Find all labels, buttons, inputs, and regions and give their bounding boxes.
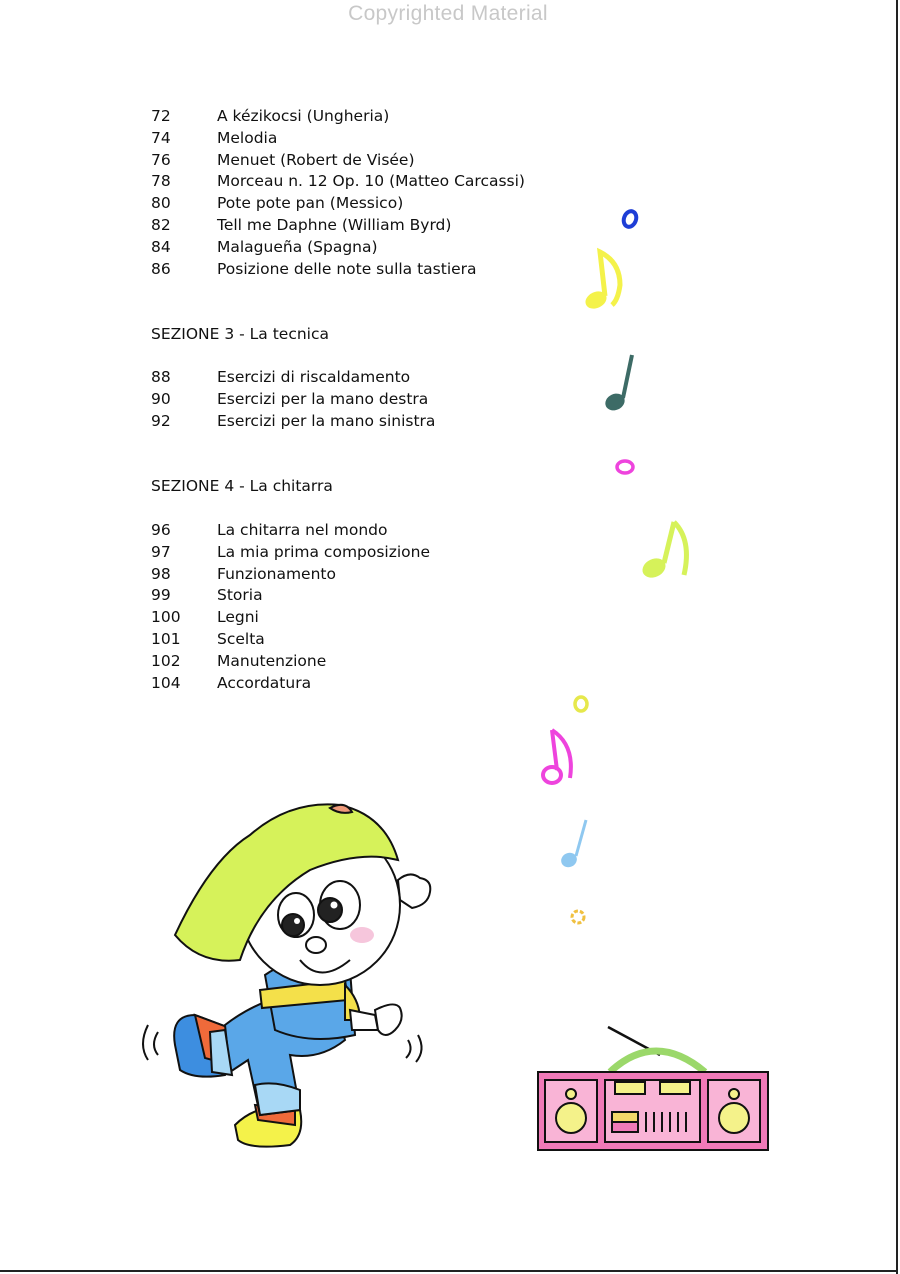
music-note-icon	[575, 697, 587, 711]
toc-entry-title: Scelta	[217, 629, 265, 648]
toc-page-number: 84	[151, 237, 171, 256]
toc-entry-title: La chitarra nel mondo	[217, 521, 388, 539]
dancing-child-illustration	[143, 804, 430, 1146]
toc-page-number: 101	[151, 629, 181, 648]
toc-page-number: 82	[151, 215, 171, 234]
toc-page-number: 80	[151, 194, 171, 213]
toc-entry-title: Tell me Daphne (William Byrd)	[217, 215, 452, 234]
toc-entry-title: Funzionamento	[217, 564, 336, 583]
toc-entry-title: Manutenzione	[217, 651, 327, 670]
toc-entry-title: Pote pote pan (Messico)	[217, 194, 404, 213]
toc-entry-title: Accordatura	[217, 673, 312, 692]
music-note-icon	[617, 461, 633, 473]
toc-page-number: 98	[151, 564, 171, 583]
toc-entry-title: Storia	[217, 586, 263, 605]
music-note-icon	[639, 522, 686, 581]
boombox-radio-illustration	[538, 1027, 768, 1150]
toc-page-number: 72	[151, 107, 171, 125]
toc-entry-title: Esercizi di riscaldamento	[217, 368, 411, 386]
toc-page-number: 78	[151, 172, 171, 191]
toc-page-number: 92	[151, 411, 171, 430]
music-note-icon	[603, 355, 632, 413]
toc-entry-title: Posizione delle note sulla tastiera	[217, 259, 477, 278]
music-note-icon	[622, 209, 639, 228]
toc-entry-title: Legni	[217, 608, 259, 627]
toc-page-number: 76	[151, 150, 171, 169]
toc-page-number: 102	[151, 651, 181, 670]
music-note-icon	[559, 820, 586, 870]
toc-entry-title: A kézikocsi (Ungheria)	[217, 107, 390, 125]
toc-entry-title: Morceau n. 12 Op. 10 (Matteo Carcassi)	[217, 172, 525, 191]
toc-entry-title: Melodia	[217, 128, 278, 147]
toc-page-number: 104	[151, 673, 181, 692]
toc-page-number: 96	[151, 521, 171, 539]
watermark: Copyrighted Material	[348, 2, 548, 25]
toc-page-number: 90	[151, 389, 171, 408]
toc-page-number: 99	[151, 586, 171, 605]
toc-entry-title: Esercizi per la mano sinistra	[217, 411, 436, 430]
toc-page-number: 97	[151, 542, 171, 561]
toc-page-number: 88	[151, 368, 171, 386]
toc-entry-title: La mia prima composizione	[217, 542, 431, 561]
toc-entry-title: Esercizi per la mano destra	[217, 389, 429, 408]
music-note-icon	[583, 252, 620, 312]
section-4-heading: SEZIONE 4 - La chitarra	[151, 477, 333, 495]
toc-entry-title: Menuet (Robert de Visée)	[217, 150, 415, 169]
toc-page-number: 74	[151, 128, 171, 147]
music-note-icon	[572, 911, 584, 923]
section-3-heading: SEZIONE 3 - La tecnica	[151, 325, 329, 343]
music-note-icon	[543, 730, 571, 783]
toc-page-number: 86	[151, 259, 171, 278]
toc-entry-title: Malagueña (Spagna)	[217, 237, 378, 256]
toc-page-number: 100	[151, 608, 181, 627]
